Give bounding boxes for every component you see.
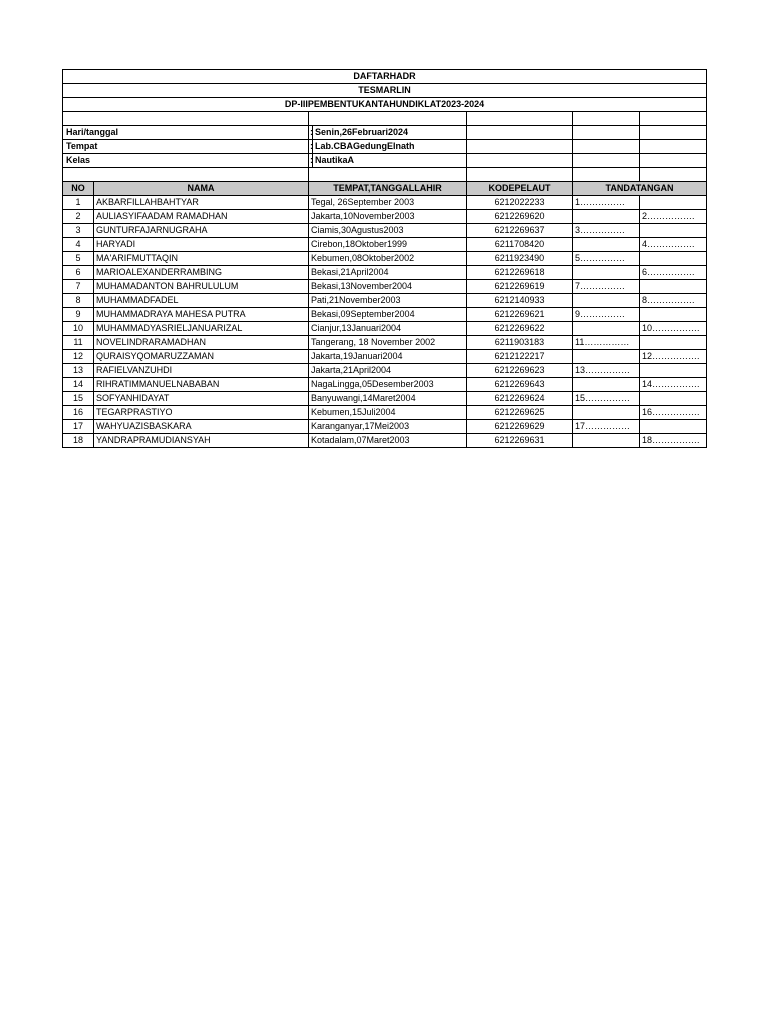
row-number: 18 [63,434,94,448]
table-row [63,252,707,266]
row-signature-right [640,364,707,378]
row-signature-right [640,224,707,238]
row-birth-place-date: Kebumen,15Juli2004 [309,406,467,420]
row-birth-place-date: Jakarta,19Januari2004 [309,350,467,364]
row-birth-place-date: Cirebon,18Oktober1999 [309,238,467,252]
row-name: MARIOALEXANDERRAMBING [94,266,309,280]
info-colon: : [309,154,313,168]
table-row [63,322,707,336]
row-number: 17 [63,420,94,434]
info-row-date [63,126,707,140]
info-label: Hari/tanggal [63,126,309,140]
info-colon: : [309,126,313,140]
row-signature-right [640,280,707,294]
row-birth-place-date: Ciamis,30Agustus2003 [309,224,467,238]
row-number: 11 [63,336,94,350]
row-name: MUHAMMADRAYA MAHESA PUTRA [94,308,309,322]
row-signature-left: 11…………… [573,336,640,350]
row-signature-right: 8……………. [640,294,707,308]
row-number: 7 [63,280,94,294]
row-birth-place-date: Karanganyar,17Mei2003 [309,420,467,434]
table-row [63,238,707,252]
row-seafarer-code: 6212269621 [467,308,573,322]
info-value: Senin,26Februari2024 [313,126,467,140]
info-label: Kelas [63,154,309,168]
row-signature-right: 2……………. [640,210,707,224]
row-name: TEGARPRASTIYO [94,406,309,420]
row-signature-left [573,266,640,280]
row-signature-left: 17…………… [573,420,640,434]
title-row [63,98,707,112]
info-row-class [63,154,707,168]
row-number: 16 [63,406,94,420]
row-birth-place-date: Kotadalam,07Maret2003 [309,434,467,448]
sheet-subtitle: TESMARLIN [63,84,707,98]
row-signature-left: 15…………… [573,392,640,406]
row-seafarer-code: 6212269624 [467,392,573,406]
row-name: MUHAMADANTON BAHRULULUM [94,280,309,294]
row-name: RAFIELVANZUHDI [94,364,309,378]
row-number: 10 [63,322,94,336]
row-name: NOVELINDRARAMADHAN [94,336,309,350]
row-name: SOFYANHIDAYAT [94,392,309,406]
row-seafarer-code: 6211708420 [467,238,573,252]
table-row [63,308,707,322]
attendance-sheet [62,69,707,448]
row-signature-right: 6……………. [640,266,707,280]
row-signature-right: 10……………. [640,322,707,336]
row-signature-right [640,308,707,322]
blank-row [63,168,707,182]
row-seafarer-code: 6212122217 [467,350,573,364]
row-seafarer-code: 6212269622 [467,322,573,336]
row-seafarer-code: 6212269618 [467,266,573,280]
row-signature-right: 12……………. [640,350,707,364]
row-seafarer-code: 6212269637 [467,224,573,238]
row-name: AULIASYIFAADAM RAMADHAN [94,210,309,224]
row-number: 3 [63,224,94,238]
row-number: 1 [63,196,94,210]
row-number: 4 [63,238,94,252]
table-row [63,420,707,434]
row-seafarer-code: 6212269643 [467,378,573,392]
row-number: 14 [63,378,94,392]
row-name: MUHAMMADFADEL [94,294,309,308]
row-name: QURAISYQOMARUZZAMAN [94,350,309,364]
row-signature-left [573,210,640,224]
row-birth-place-date: Bekasi,09September2004 [309,308,467,322]
row-signature-right: 16……………. [640,406,707,420]
header-ttl: TEMPAT,TANGGALLAHIR [309,182,467,196]
row-seafarer-code: 6212140933 [467,294,573,308]
title-row [63,84,707,98]
row-name: MA'ARIFMUTTAQIN [94,252,309,266]
row-number: 13 [63,364,94,378]
row-signature-left [573,238,640,252]
row-seafarer-code: 6211903183 [467,336,573,350]
row-name: YANDRAPRAMUDIANSYAH [94,434,309,448]
row-name: AKBARFILLAHBAHTYAR [94,196,309,210]
row-name: MUHAMMADYASRIELJANUARIZAL [94,322,309,336]
row-name: RIHRATIMMANUELNABABAN [94,378,309,392]
row-seafarer-code: 6212269629 [467,420,573,434]
table-row [63,392,707,406]
info-value: Lab.CBAGedungElnath [313,140,467,154]
row-signature-right [640,196,707,210]
row-birth-place-date: Tegal, 26September 2003 [309,196,467,210]
info-colon: : [309,140,313,154]
row-birth-place-date: Cianjur,13Januari2004 [309,322,467,336]
row-signature-left [573,350,640,364]
row-signature-right [640,392,707,406]
table-row [63,294,707,308]
row-signature-left: 13…………… [573,364,640,378]
row-birth-place-date: Bekasi,13November2004 [309,280,467,294]
header-kode: KODEPELAUT [467,182,573,196]
info-value: NautikaA [313,154,467,168]
table-row [63,336,707,350]
row-signature-left [573,378,640,392]
table-row [63,210,707,224]
table-row [63,406,707,420]
table-row [63,378,707,392]
row-signature-left [573,322,640,336]
row-birth-place-date: Bekasi,21April2004 [309,266,467,280]
row-signature-right: 14……………. [640,378,707,392]
table-header [63,182,707,196]
row-seafarer-code: 6212269625 [467,406,573,420]
table-row [63,434,707,448]
row-seafarer-code: 6212269631 [467,434,573,448]
row-signature-left: 9…………… [573,308,640,322]
row-signature-left [573,406,640,420]
row-number: 8 [63,294,94,308]
row-name: HARYADI [94,238,309,252]
table-row [63,364,707,378]
row-signature-right: 4……………. [640,238,707,252]
row-seafarer-code: 6212269620 [467,210,573,224]
row-signature-left [573,434,640,448]
row-signature-right: 18……………. [640,434,707,448]
row-signature-left: 1…………… [573,196,640,210]
row-birth-place-date: NagaLingga,05Desember2003 [309,378,467,392]
row-signature-left: 7…………… [573,280,640,294]
row-seafarer-code: 6212269619 [467,280,573,294]
table-row [63,224,707,238]
row-birth-place-date: Banyuwangi,14Maret2004 [309,392,467,406]
row-number: 5 [63,252,94,266]
header-no: NO [63,182,94,196]
row-signature-right [640,420,707,434]
row-birth-place-date: Kebumen,08Oktober2002 [309,252,467,266]
row-number: 15 [63,392,94,406]
row-number: 9 [63,308,94,322]
info-row-place [63,140,707,154]
row-seafarer-code: 6212022233 [467,196,573,210]
row-signature-right [640,336,707,350]
info-label: Tempat [63,140,309,154]
row-birth-place-date: Jakarta,10November2003 [309,210,467,224]
row-number: 2 [63,210,94,224]
row-name: WAHYUAZISBASKARA [94,420,309,434]
row-name: GUNTURFAJARNUGRAHA [94,224,309,238]
row-signature-left: 5…………… [573,252,640,266]
row-seafarer-code: 6211923490 [467,252,573,266]
header-nama: NAMA [94,182,309,196]
row-signature-right [640,252,707,266]
sheet-program-title: DP-IIIPEMBENTUKANTAHUNDIKLAT2023-2024 [63,98,707,112]
row-number: 12 [63,350,94,364]
table-row [63,280,707,294]
row-birth-place-date: Jakarta,21April2004 [309,364,467,378]
table-row [63,196,707,210]
row-seafarer-code: 6212269623 [467,364,573,378]
row-signature-left [573,294,640,308]
header-ttd: TANDATANGAN [573,182,707,196]
blank-row [63,112,707,126]
sheet-title: DAFTARHADR [63,70,707,84]
title-row [63,70,707,84]
row-birth-place-date: Pati,21November2003 [309,294,467,308]
table-row [63,350,707,364]
table-row [63,266,707,280]
row-birth-place-date: Tangerang, 18 November 2002 [309,336,467,350]
row-number: 6 [63,266,94,280]
row-signature-left: 3…………… [573,224,640,238]
